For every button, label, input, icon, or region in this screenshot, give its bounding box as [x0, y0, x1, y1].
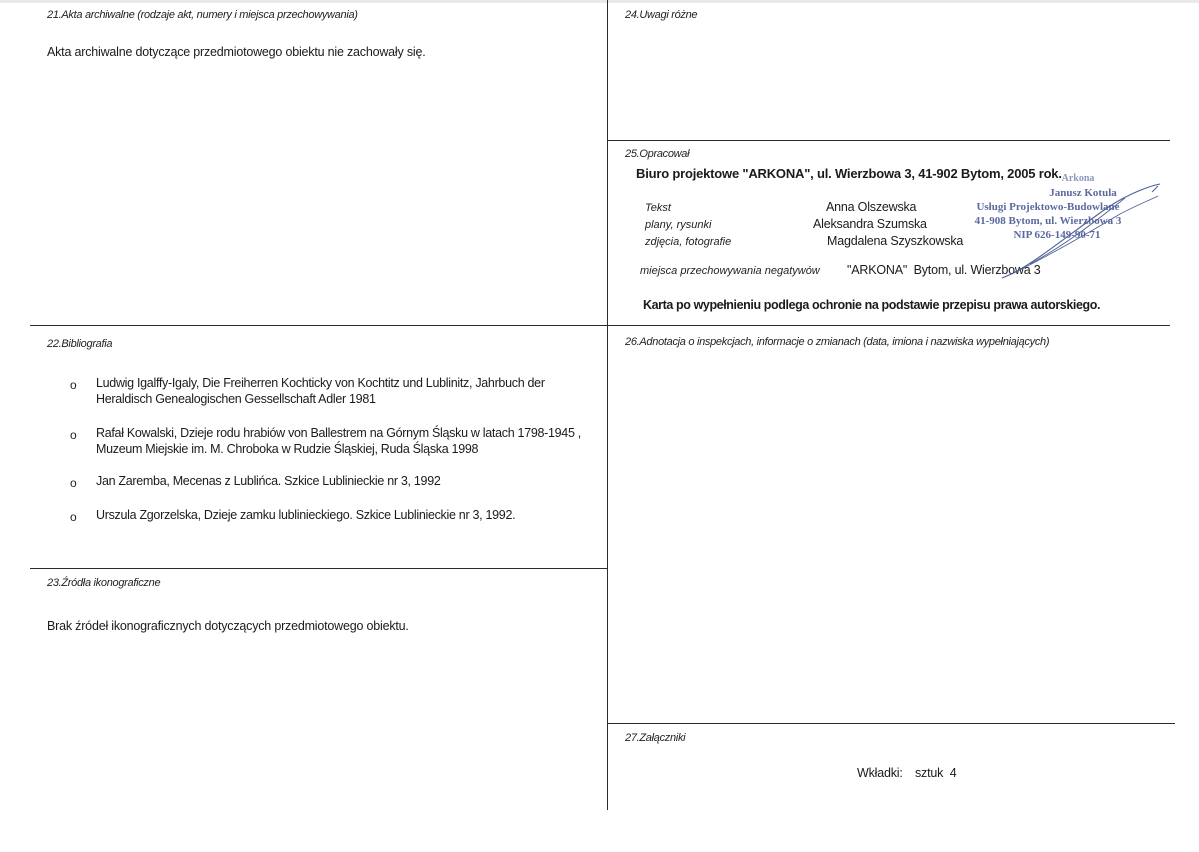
- role-label-photos: zdjęcia, fotografie: [645, 236, 732, 248]
- stamp-line-2: Janusz Kotula: [1049, 187, 1117, 199]
- section-21-text: Akta archiwalne dotyczące przedmiotowego obiektu nie zachowały się.: [47, 45, 426, 59]
- stamp-line-1: Arkona: [1061, 173, 1095, 184]
- section-23-heading: 23.Źródła ikonograficzne: [47, 577, 161, 589]
- divider-25-top: [607, 140, 1170, 141]
- bib-entry-3-line-1: Jan Zaremba, Mecenas z Lublińca. Szkice Lublinieckie nr 3, 1992: [96, 474, 441, 488]
- section-27-heading: 27.Załączniki: [625, 732, 686, 744]
- divider-23-top: [30, 568, 607, 569]
- bib-entry-1-line-2: Heraldisch Genealogischen Gessellschaft Adler 1981: [96, 392, 376, 406]
- section-25-office: Biuro projektowe "ARKONA", ul. Wierzbowa 3, 41-902 Bytom, 2005 rok.: [636, 166, 1062, 181]
- bib-bullet-4: o: [70, 510, 77, 524]
- bib-bullet-1: o: [70, 378, 77, 392]
- divider-right-26-top: [607, 325, 1170, 326]
- role-label-text: Tekst: [645, 202, 671, 214]
- role-name-plans: Aleksandra Szumska: [813, 217, 927, 231]
- section-21-heading: 21.Akta archiwalne (rodzaje akt, numery i miejsca przechowywania): [47, 9, 358, 21]
- bib-entry-2-line-2: Muzeum Miejskie im. M. Chroboka w Rudzie Śląskiej, Ruda Śląska 1998: [96, 442, 479, 456]
- stamp-line-4: 41-908 Bytom, ul. Wierzbowa 3: [974, 215, 1122, 227]
- section-23-text: Brak źródeł ikonograficznych dotyczących przedmiotowego obiektu.: [47, 619, 409, 633]
- center-divider: [607, 0, 608, 810]
- negatives-label: miejsca przechowywania negatywów: [640, 265, 820, 277]
- divider-left-22-top: [30, 325, 607, 326]
- stamp-line-5: NIP 626-149-90-71: [1013, 229, 1101, 241]
- section-26-heading: 26.Adnotacja o inspekcjach, informacje o zmianach (data, imiona i nazwiska wypełniających): [625, 336, 1050, 348]
- bib-entry-2-line-1: Rafał Kowalski, Dzieje rodu hrabiów von Ballestrem na Górnym Śląsku w latach 1798-1945 ,: [96, 426, 581, 440]
- role-label-plans: plany, rysunki: [645, 219, 712, 231]
- bib-bullet-2: o: [70, 428, 77, 442]
- role-name-text: Anna Olszewska: [826, 200, 917, 214]
- attachments-label: Wkładki:: [857, 766, 903, 780]
- negatives-value: "ARKONA" Bytom, ul. Wierzbowa 3: [847, 263, 1041, 277]
- section-22-heading: 22.Bibliografia: [47, 338, 113, 350]
- bib-entry-1-line-1: Ludwig Igalffy-Igaly, Die Freiherren Kochticky von Kochtitz und Lublinitz, Jahrbuch der: [96, 376, 545, 390]
- scan-top-edge: [0, 0, 1199, 3]
- handwritten-signature: [1000, 178, 1170, 288]
- attachments-value: sztuk 4: [915, 766, 957, 780]
- section-24-heading: 24.Uwagi różne: [625, 9, 698, 21]
- divider-27-top: [607, 723, 1175, 724]
- bib-entry-4-line-1: Urszula Zgorzelska, Dzieje zamku lublinieckiego. Szkice Lublinieckie nr 3, 1992.: [96, 508, 516, 522]
- bib-bullet-3: o: [70, 476, 77, 490]
- section-25-heading: 25.Opracował: [625, 148, 690, 160]
- stamp-line-3: Usługi Projektowo-Budowlane: [976, 201, 1120, 213]
- role-name-photos: Magdalena Szyszkowska: [827, 234, 964, 248]
- copyright-note: Karta po wypełnieniu podlega ochronie na podstawie przepisu prawa autorskiego.: [643, 298, 1101, 312]
